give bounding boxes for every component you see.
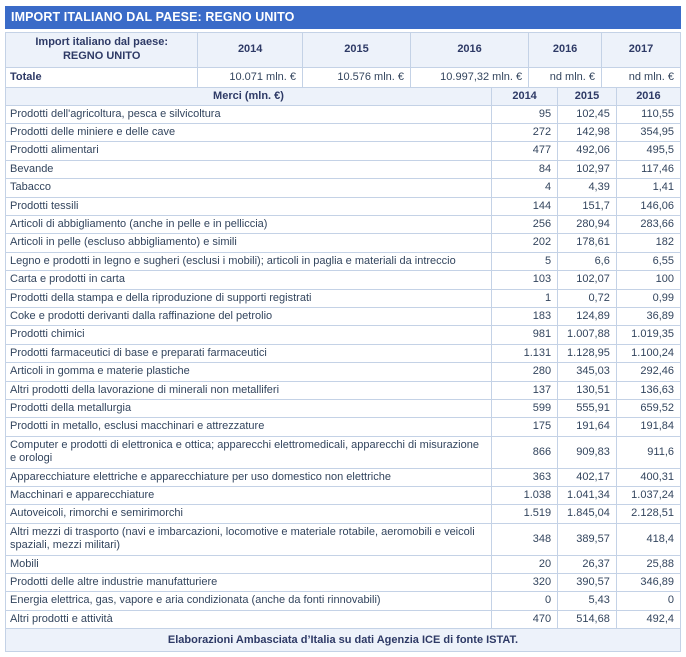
- total-value-2014: 10.071 mln. €: [198, 67, 303, 87]
- total-label: Totale: [6, 67, 198, 87]
- value-2014: 981: [492, 326, 558, 344]
- value-2014: 866: [492, 436, 558, 468]
- value-2015: 390,57: [558, 574, 617, 592]
- value-2016: 0,99: [616, 289, 680, 307]
- value-2015: 345,03: [558, 363, 617, 381]
- value-2014: 84: [492, 160, 558, 178]
- summary-col-2015: 2015: [303, 33, 411, 68]
- page-title: IMPORT ITALIANO DAL PAESE: REGNO UNITO: [5, 6, 681, 29]
- value-2016: 25,88: [616, 555, 680, 573]
- value-2014: 144: [492, 197, 558, 215]
- import-summary-table: [5, 32, 681, 88]
- value-2016: 0: [616, 592, 680, 610]
- value-2016: 418,4: [616, 523, 680, 555]
- value-2015: 151,7: [558, 197, 617, 215]
- product-label: Altri prodotti della lavorazione di minerali non metalliferi: [6, 381, 492, 399]
- product-label: Prodotti delle miniere e delle cave: [6, 123, 492, 141]
- value-2014: 1: [492, 289, 558, 307]
- product-label: Coke e prodotti derivanti dalla raffinazione del petrolio: [6, 307, 492, 325]
- product-label: Bevande: [6, 160, 492, 178]
- product-label: Carta e prodotti in carta: [6, 271, 492, 289]
- product-label: Prodotti alimentari: [6, 142, 492, 160]
- product-label: Prodotti dell'agricoltura, pesca e silvicoltura: [6, 105, 492, 123]
- product-label: Tabacco: [6, 179, 492, 197]
- product-label: Prodotti chimici: [6, 326, 492, 344]
- value-2014: 256: [492, 215, 558, 233]
- value-2014: 599: [492, 400, 558, 418]
- value-2014: 1.131: [492, 344, 558, 362]
- value-2016: 191,84: [616, 418, 680, 436]
- product-label: Legno e prodotti in legno e sugheri (esclusi i mobili); articoli in paglia e materiali da intreccio: [6, 252, 492, 270]
- total-value-2017: nd mln. €: [602, 67, 681, 87]
- table-row: [6, 252, 681, 270]
- value-2016: 283,66: [616, 215, 680, 233]
- merci-col-2014: 2014: [492, 87, 558, 105]
- value-2014: 20: [492, 555, 558, 573]
- table-row: [6, 160, 681, 178]
- value-2015: 1.041,34: [558, 487, 617, 505]
- value-2014: 320: [492, 574, 558, 592]
- value-2014: 183: [492, 307, 558, 325]
- value-2015: 1.128,95: [558, 344, 617, 362]
- value-2014: 95: [492, 105, 558, 123]
- product-label: Prodotti delle altre industrie manufatturiere: [6, 574, 492, 592]
- table-row: [6, 142, 681, 160]
- value-2016: 400,31: [616, 468, 680, 486]
- value-2016: 36,89: [616, 307, 680, 325]
- value-2014: 470: [492, 610, 558, 628]
- product-label: Prodotti della stampa e della riproduzione di supporti registrati: [6, 289, 492, 307]
- value-2016: 136,63: [616, 381, 680, 399]
- value-2015: 191,64: [558, 418, 617, 436]
- value-2015: 514,68: [558, 610, 617, 628]
- summary-country-header-line1: Import italiano dal paese:: [35, 36, 168, 48]
- table-row: [6, 610, 681, 628]
- table-row: [6, 592, 681, 610]
- value-2015: 26,37: [558, 555, 617, 573]
- value-2015: 102,45: [558, 105, 617, 123]
- value-2015: 909,83: [558, 436, 617, 468]
- product-label: Articoli in gomma e materie plastiche: [6, 363, 492, 381]
- value-2014: 5: [492, 252, 558, 270]
- merci-header-row: [6, 87, 681, 105]
- merci-table-body: [6, 105, 681, 629]
- value-2015: 102,07: [558, 271, 617, 289]
- table-row: [6, 487, 681, 505]
- table-row: [6, 400, 681, 418]
- value-2014: 348: [492, 523, 558, 555]
- summary-country-header-line2: REGNO UNITO: [62, 49, 141, 62]
- value-2016: 1,41: [616, 179, 680, 197]
- product-label: Articoli di abbigliamento (anche in pelle e in pelliccia): [6, 215, 492, 233]
- value-2014: 1.519: [492, 505, 558, 523]
- value-2016: 495,5: [616, 142, 680, 160]
- product-label: Prodotti della metallurgia: [6, 400, 492, 418]
- value-2015: 1.007,88: [558, 326, 617, 344]
- value-2015: 389,57: [558, 523, 617, 555]
- product-label: Mobili: [6, 555, 492, 573]
- value-2016: 2.128,51: [616, 505, 680, 523]
- merci-col-2015: 2015: [558, 87, 617, 105]
- value-2016: 182: [616, 234, 680, 252]
- value-2015: 130,51: [558, 381, 617, 399]
- value-2016: 110,55: [616, 105, 680, 123]
- value-2014: 4: [492, 179, 558, 197]
- table-row: [6, 363, 681, 381]
- table-row: [6, 574, 681, 592]
- table-row: [6, 468, 681, 486]
- table-row: [6, 381, 681, 399]
- value-2014: 363: [492, 468, 558, 486]
- table-row: [6, 436, 681, 468]
- value-2015: 178,61: [558, 234, 617, 252]
- table-row: [6, 307, 681, 325]
- value-2016: 1.037,24: [616, 487, 680, 505]
- value-2016: 1.100,24: [616, 344, 680, 362]
- table-row: [6, 505, 681, 523]
- total-value-2015: 10.576 mln. €: [303, 67, 411, 87]
- table-row: [6, 105, 681, 123]
- value-2015: 1.845,04: [558, 505, 617, 523]
- value-2016: 100: [616, 271, 680, 289]
- value-2015: 0,72: [558, 289, 617, 307]
- product-label: Autoveicoli, rimorchi e semirimorchi: [6, 505, 492, 523]
- value-2014: 1.038: [492, 487, 558, 505]
- table-row: [6, 523, 681, 555]
- value-2016: 146,06: [616, 197, 680, 215]
- value-2015: 6,6: [558, 252, 617, 270]
- value-2016: 346,89: [616, 574, 680, 592]
- value-2014: 272: [492, 123, 558, 141]
- product-label: Computer e prodotti di elettronica e ottica; apparecchi elettromedicali, apparecchi di misurazione e orologi: [6, 436, 492, 468]
- table-row: [6, 418, 681, 436]
- summary-total-row: [6, 67, 681, 87]
- table-row: [6, 555, 681, 573]
- table-row: [6, 215, 681, 233]
- value-2014: 137: [492, 381, 558, 399]
- table-row: [6, 179, 681, 197]
- table-row: [6, 234, 681, 252]
- product-label: Altri mezzi di trasporto (navi e imbarcazioni, locomotive e materiale rotabile, aeromobili e veicoli spaziali, mezzi militari): [6, 523, 492, 555]
- value-2015: 555,91: [558, 400, 617, 418]
- value-2015: 280,94: [558, 215, 617, 233]
- total-value-2016b: nd mln. €: [529, 67, 602, 87]
- table-row: [6, 123, 681, 141]
- value-2015: 5,43: [558, 592, 617, 610]
- value-2015: 124,89: [558, 307, 617, 325]
- value-2014: 103: [492, 271, 558, 289]
- table-row: [6, 326, 681, 344]
- summary-country-header: [6, 33, 198, 68]
- table-row: [6, 289, 681, 307]
- value-2015: 492,06: [558, 142, 617, 160]
- total-value-2016: 10.997,32 mln. €: [411, 67, 529, 87]
- value-2014: 477: [492, 142, 558, 160]
- product-label: Prodotti tessili: [6, 197, 492, 215]
- summary-col-2016: 2016: [411, 33, 529, 68]
- product-label: Prodotti farmaceutici di base e preparati farmaceutici: [6, 344, 492, 362]
- product-label: Altri prodotti e attività: [6, 610, 492, 628]
- value-2016: 117,46: [616, 160, 680, 178]
- table-row: [6, 271, 681, 289]
- value-2016: 1.019,35: [616, 326, 680, 344]
- product-label: Energia elettrica, gas, vapore e aria condizionata (anche da fonti rinnovabili): [6, 592, 492, 610]
- product-label: Macchinari e apparecchiature: [6, 487, 492, 505]
- merci-col-2016: 2016: [616, 87, 680, 105]
- product-label: Articoli in pelle (escluso abbigliamento) e simili: [6, 234, 492, 252]
- table-row: [6, 197, 681, 215]
- summary-col-2016b: 2016: [529, 33, 602, 68]
- value-2015: 102,97: [558, 160, 617, 178]
- value-2014: 175: [492, 418, 558, 436]
- table-row: [6, 344, 681, 362]
- value-2016: 6,55: [616, 252, 680, 270]
- value-2014: 0: [492, 592, 558, 610]
- summary-col-2014: 2014: [198, 33, 303, 68]
- product-label: Prodotti in metallo, esclusi macchinari e attrezzature: [6, 418, 492, 436]
- value-2016: 659,52: [616, 400, 680, 418]
- value-2014: 202: [492, 234, 558, 252]
- value-2015: 4,39: [558, 179, 617, 197]
- merci-table: [5, 87, 681, 630]
- source-note: Elaborazioni Ambasciata d’Italia su dati Agenzia ICE di fonte ISTAT.: [5, 629, 681, 652]
- summary-col-2017: 2017: [602, 33, 681, 68]
- value-2016: 492,4: [616, 610, 680, 628]
- summary-header-row: [6, 33, 681, 68]
- value-2016: 292,46: [616, 363, 680, 381]
- value-2015: 402,17: [558, 468, 617, 486]
- value-2016: 911,6: [616, 436, 680, 468]
- value-2016: 354,95: [616, 123, 680, 141]
- merci-header: Merci (mln. €): [6, 87, 492, 105]
- product-label: Apparecchiature elettriche e apparecchiature per uso domestico non elettriche: [6, 468, 492, 486]
- value-2014: 280: [492, 363, 558, 381]
- value-2015: 142,98: [558, 123, 617, 141]
